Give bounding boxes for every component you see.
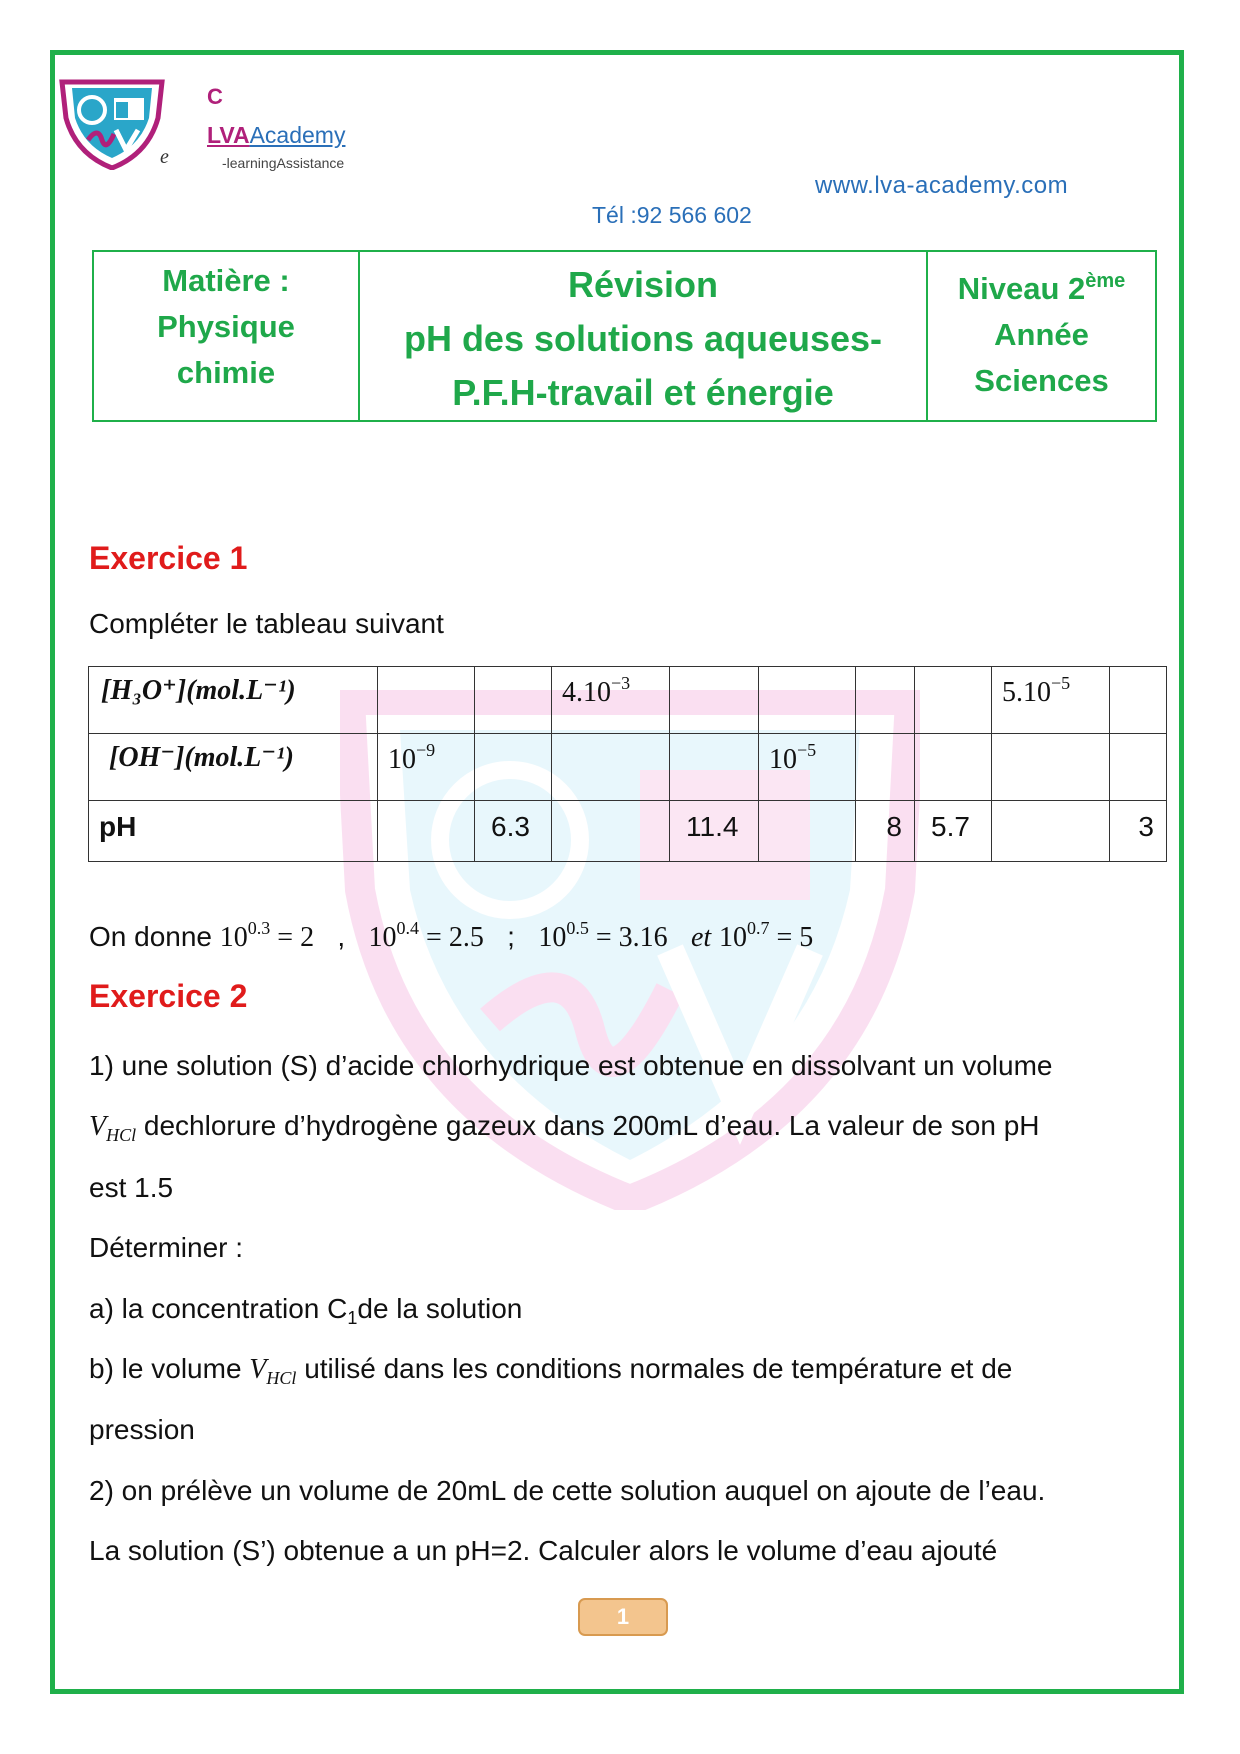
- table-cell: 5.7: [915, 801, 992, 862]
- logo-letter-c: C: [207, 84, 223, 109]
- table-cell: 3: [1110, 801, 1167, 862]
- table-cell: $10^{-9}$: [378, 734, 475, 801]
- table-cell: 11.4: [670, 801, 759, 862]
- logo-academy: Academy: [249, 122, 346, 148]
- table-cell: 6.3: [475, 801, 552, 862]
- table-row-ph: [89, 801, 1167, 862]
- table-cell: [552, 734, 670, 801]
- website-link[interactable]: www.lva-academy.com: [815, 172, 1069, 199]
- level-line3: Sciences: [974, 363, 1109, 398]
- table-row-h3o: [89, 667, 1167, 734]
- table-cell: $10^{-5}$: [759, 734, 856, 801]
- level-line2: Année: [994, 317, 1089, 352]
- exercise2-title: Exercice 2: [89, 978, 248, 1014]
- table-cell: [475, 667, 552, 734]
- subject-line3: chimie: [176, 355, 276, 390]
- row-label-ph: pH: [89, 801, 378, 862]
- table-cell: [670, 667, 759, 734]
- table-cell: 8: [856, 801, 915, 862]
- exercise1-instruction: Compléter le tableau suivant: [89, 608, 444, 639]
- exercise2-item-a: a) la concentration $C_1de$ la solution: [89, 1293, 523, 1328]
- row-label-oh: [OH⁻](mol.L⁻¹): [89, 734, 378, 801]
- level-prefix: Niveau 2: [957, 271, 1086, 306]
- lva-logo-icon: [58, 78, 166, 170]
- table-cell: [856, 734, 915, 801]
- exercise2-p2-line1: 2) on prélève un volume de 20mL de cette solution auquel on ajoute de l’eau.: [89, 1475, 1046, 1506]
- table-cell: [992, 801, 1110, 862]
- table-cell: [915, 734, 992, 801]
- phone-number: Tél :92 566 602: [592, 202, 752, 228]
- logo-lva: LVA: [207, 122, 250, 148]
- title-line2: pH des solutions aqueuses-: [403, 318, 883, 359]
- table-row-oh: [89, 734, 1167, 801]
- table-cell: $4.10^{-3}$: [552, 667, 670, 734]
- subject-cell: [93, 251, 359, 421]
- table-cell: [378, 667, 475, 734]
- exercise2-determine: Déterminer :: [89, 1232, 244, 1263]
- exercise2-p1-line3: est 1.5: [89, 1172, 174, 1203]
- row-label-h3o: [H₃O⁺](mol.L⁻¹): [89, 667, 378, 734]
- logo-letter-e: e: [160, 146, 169, 168]
- table-cell: [856, 667, 915, 734]
- table-cell: [759, 801, 856, 862]
- table-cell: [915, 667, 992, 734]
- level-line1: [928, 258, 1155, 312]
- table-cell: [475, 734, 552, 801]
- table-cell: $5.10^{-5}$: [992, 667, 1110, 734]
- title-line1: Révision: [567, 264, 719, 305]
- table-cell: [378, 801, 475, 862]
- exercise2-item-b: b) le volume $V_{HCl}$ utilisé dans les conditions normales de température et de: [89, 1353, 1013, 1388]
- title-line3: P.F.H-travail et énergie: [452, 372, 834, 413]
- table-cell: [759, 667, 856, 734]
- exercise2-p1-line2: $V_{HCl}$ dechlorure d’hydrogène gazeux dans 200mL d’eau. La valeur de son pH: [89, 1110, 1040, 1145]
- table-cell: [992, 734, 1110, 801]
- table-cell: [1110, 734, 1167, 801]
- table-cell: [670, 734, 759, 801]
- logo-brand-name: [207, 122, 345, 149]
- subject-line2: Physique: [157, 309, 295, 344]
- title-box: [92, 250, 1157, 422]
- exercise2-p1-line1: 1) une solution (S) d’acide chlorhydrique est obtenue en dissolvant un volume: [89, 1050, 1053, 1081]
- logo-subtitle: -learningAssistance: [222, 155, 345, 171]
- subject-label: Matière :: [162, 263, 290, 298]
- ph-table: [88, 666, 1167, 862]
- page-number: 1: [578, 1598, 668, 1636]
- given-values: On donne $10^{0.3} = 2$ , $10^{0.4} = 2.5$ ; $10^{0.5} = 3.16$ et $10^{0.7} = 5$: [89, 918, 814, 953]
- level-cell: [927, 251, 1156, 421]
- level-sup: ème: [1085, 270, 1126, 292]
- exercise2-item-b-line2: pression: [89, 1414, 195, 1445]
- table-cell: [552, 801, 670, 862]
- exercise1-title: Exercice 1: [89, 540, 248, 576]
- exercise2-p2-line2: La solution (S’) obtenue a un pH=2. Calculer alors le volume d’eau ajouté: [89, 1535, 998, 1566]
- table-cell: [1110, 667, 1167, 734]
- title-cell: [359, 251, 927, 421]
